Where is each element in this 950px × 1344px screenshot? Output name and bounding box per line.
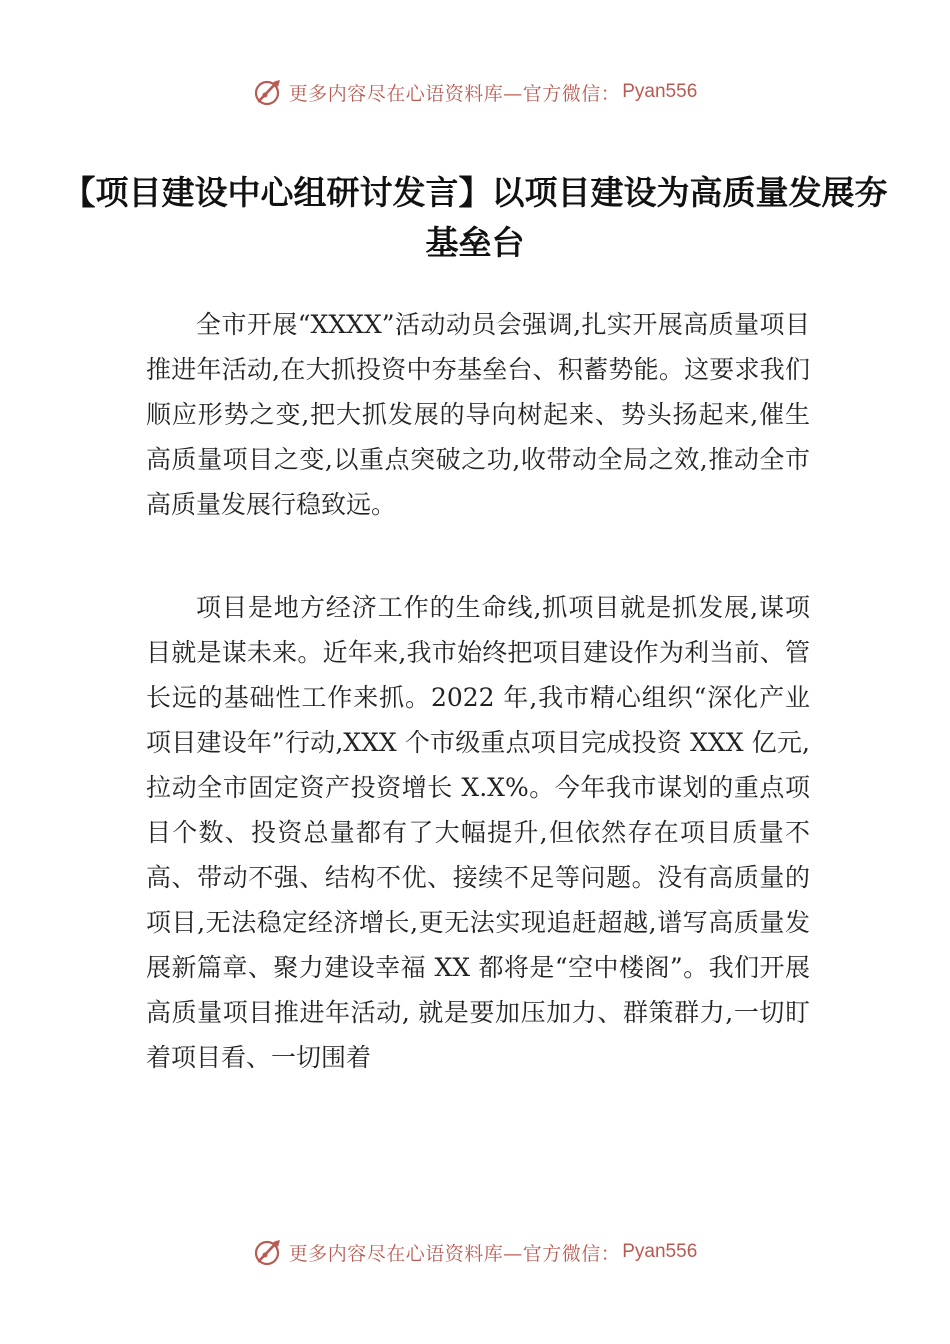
pen-logo-icon xyxy=(253,77,283,107)
header-watermark xyxy=(0,72,950,112)
watermark-wechat-id: Pyan556 xyxy=(622,1241,698,1262)
paragraph: 全市开展“XXXX”活动动员会强调,扎实开展高质量项目推进年活动,在大抓投资中夯基垒台、积蓄势能。这要求我们顺应形势之变,把大抓发展的导向树起来、势头扬起来,催生高质量项目之变,以重点突破之功,收带动全局之效,推动全市高质量发展行稳致远。 xyxy=(146,310,810,519)
watermark-wechat-id: Pyan556 xyxy=(622,81,698,102)
pen-logo-icon xyxy=(253,1237,283,1267)
footer-watermark xyxy=(0,1232,950,1272)
paragraph: 项目是地方经济工作的生命线,抓项目就是抓发展,谋项目就是谋未来。近年来,我市始终把项目建设作为利当前、管长远的基础性工作来抓。2022 年,我市精心组织“深化产业项目建设年”行动,XXX 个市级重点项目完成投资 XXX 亿元,拉动全市固定资产投资增长 X.X%。今年我市谋划的重点项目个数、投资总量都有了大幅提升,但依然存在项目质量不高、带动不强、结构不优、接续不足等问题。没有高质量的项目,无法稳定经济增长,更无法实现追赶超越,谱写高质量发展新篇章、聚力建设幸福 XX 都将是“空中楼阁”。我们开展高质量项目推进年活动, 就是要加压加力、群策群力,一切盯着项目看、一切围着 xyxy=(146,593,810,1072)
watermark-text: 更多内容尽在心语资料库—官方微信： xyxy=(288,82,621,105)
watermark-text: 更多内容尽在心语资料库—官方微信： xyxy=(288,1242,621,1265)
document-body xyxy=(146,302,810,1080)
document-title: 【项目建设中心组研讨发言】以项目建设为高质量发展夯基垒台 xyxy=(62,173,888,262)
